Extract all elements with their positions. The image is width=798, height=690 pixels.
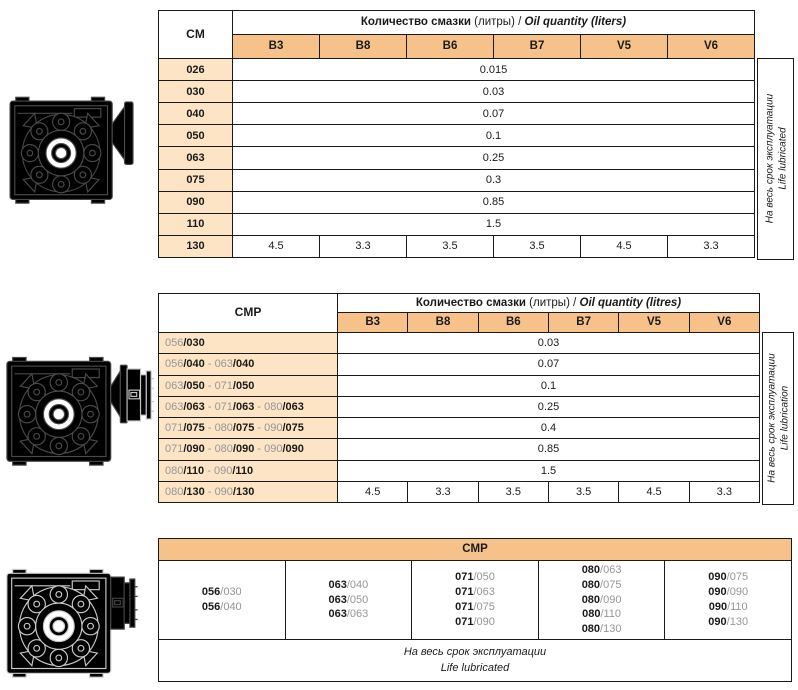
size-prefix: 071 <box>165 422 184 435</box>
size-prefix: 056 <box>165 337 184 350</box>
oil-value-cell: 0.07 <box>233 103 755 125</box>
title-en: Oil quantity (litres) <box>579 296 682 309</box>
size-prefix: 080 <box>581 593 601 606</box>
mounting-position-header: B3 <box>233 35 320 59</box>
size-prefix: 056 <box>201 601 221 613</box>
size-prefix: 080 <box>165 485 184 498</box>
footer-ru: На весь срок эксплуатации <box>403 645 547 658</box>
cmp-groups-footer <box>159 640 792 682</box>
size-suffix: /110 <box>727 601 748 613</box>
separator: - <box>254 422 265 435</box>
oil-value-cell: 4.5 <box>233 235 320 257</box>
size-suffix: /030 <box>183 337 205 350</box>
footer-en: Life lubricated <box>440 661 510 674</box>
worm-gearbox-front-icon <box>6 84 156 207</box>
size-suffix: /130 <box>726 615 749 628</box>
table-row <box>159 375 760 396</box>
oil-value-cell: 0.85 <box>233 191 755 213</box>
note-en: Life lubricated <box>777 127 788 190</box>
size-suffix: /130 <box>600 623 622 636</box>
size-prefix: 080 <box>264 400 283 413</box>
table-row <box>159 81 755 103</box>
cm-oil-quantity-table <box>158 10 755 258</box>
table-row <box>159 481 760 502</box>
oil-value-cell: 0.03 <box>233 81 755 103</box>
table-row <box>159 294 760 313</box>
model-entry <box>539 607 665 622</box>
mounting-position-header: B8 <box>408 313 478 333</box>
separator: - <box>204 422 215 435</box>
size-suffix: /063 <box>346 608 369 621</box>
model-entry <box>286 607 412 622</box>
size-suffix: /075 <box>232 422 255 435</box>
cmp-oil-quantity-table <box>158 293 760 503</box>
cmp-size-cell <box>159 375 338 396</box>
size-prefix: 090 <box>264 443 283 456</box>
size-suffix: /075 <box>282 422 304 435</box>
oil-value-cell: 0.3 <box>233 169 755 191</box>
separator: - <box>204 464 214 477</box>
size-suffix: /075 <box>726 571 749 584</box>
module-illustration-cmp <box>3 556 155 686</box>
model-entry <box>286 578 412 593</box>
title-ru: Количество смазки <box>415 296 526 309</box>
table-row <box>159 396 760 417</box>
mounting-position-header: V6 <box>668 35 755 59</box>
oil-value-cell: 3.5 <box>407 235 494 257</box>
size-prefix: 080 <box>582 608 601 621</box>
size-suffix: /110 <box>232 464 254 477</box>
oil-value-cell: 0.85 <box>338 439 760 460</box>
separator: - <box>254 443 265 456</box>
size-suffix: /040 <box>346 578 369 591</box>
table-row <box>159 561 792 640</box>
size-suffix: /063 <box>282 400 304 413</box>
table-row <box>159 460 760 481</box>
input-module-highlight-icon <box>3 556 155 681</box>
size-prefix: 080 <box>214 443 233 456</box>
mounting-position-header: B6 <box>407 35 494 59</box>
model-entry <box>286 593 412 608</box>
model-entry <box>665 615 791 630</box>
size-suffix: /040 <box>183 358 205 371</box>
table-row <box>159 147 755 169</box>
cmp-table-title <box>338 294 760 313</box>
note-ru: На весь срок эксплуатации <box>764 93 775 224</box>
model-entry <box>159 600 285 615</box>
size-suffix: /075 <box>473 601 495 613</box>
model-group-cell <box>665 561 792 640</box>
separator: - <box>204 358 215 371</box>
size-prefix: 063 <box>165 400 184 413</box>
mounting-position-header: V6 <box>689 313 759 333</box>
size-suffix: /075 <box>183 422 205 435</box>
oil-value-cell: 3.5 <box>494 235 581 257</box>
cmp-groups-header: CMP <box>159 539 792 561</box>
size-prefix: 071 <box>455 601 474 613</box>
size-prefix: 090 <box>708 586 727 599</box>
model-group-cell <box>412 561 539 640</box>
cmp-model-groups-table <box>158 538 792 682</box>
model-entry <box>665 585 791 600</box>
table-row <box>159 439 760 460</box>
title-en: Oil quantity (liters) <box>524 16 627 29</box>
table-row <box>159 333 760 354</box>
oil-value-cell: 0.015 <box>233 59 755 81</box>
model-entry <box>159 585 285 600</box>
model-entry <box>539 563 665 578</box>
size-prefix: 063 <box>328 608 347 621</box>
size-suffix: /063 <box>473 586 495 599</box>
size-suffix: /075 <box>600 578 622 591</box>
size-prefix: 080 <box>581 563 601 576</box>
oil-value-cell: 3.5 <box>548 481 618 502</box>
model-entry <box>412 585 538 600</box>
cm-size-cell: 090 <box>159 191 233 213</box>
size-prefix: 071 <box>214 379 233 392</box>
table-row <box>159 11 755 35</box>
oil-value-cell: 0.25 <box>233 147 755 169</box>
size-suffix: /110 <box>183 464 205 477</box>
size-prefix: 056 <box>201 586 221 599</box>
size-suffix: /130 <box>183 485 205 498</box>
oil-value-cell: 0.25 <box>338 396 760 417</box>
table-row <box>159 59 755 81</box>
table-row <box>159 191 755 213</box>
size-prefix: 071 <box>455 571 474 584</box>
size-suffix: /090 <box>726 586 749 599</box>
cm-size-cell: 075 <box>159 169 233 191</box>
size-suffix: /090 <box>232 443 255 456</box>
size-suffix: /040 <box>220 601 242 613</box>
mounting-position-header: B7 <box>548 313 618 333</box>
separator: - <box>254 400 265 413</box>
size-suffix: /110 <box>600 608 622 621</box>
separator: - <box>204 443 215 456</box>
cm-size-cell: 030 <box>159 81 233 103</box>
oil-value-cell: 3.5 <box>478 481 548 502</box>
size-prefix: 071 <box>455 615 474 628</box>
worm-gearbox-with-module-icon <box>3 344 155 469</box>
title-units: (литры) / <box>474 16 522 29</box>
cmp-size-cell <box>159 354 338 375</box>
size-prefix: 056 <box>165 358 184 371</box>
size-suffix: /050 <box>346 593 369 606</box>
size-suffix: /063 <box>183 400 205 413</box>
size-prefix: 071 <box>165 443 184 456</box>
size-prefix: 063 <box>165 379 184 392</box>
size-prefix: 090 <box>708 601 728 613</box>
model-entry <box>665 600 791 615</box>
size-prefix: 090 <box>213 464 233 477</box>
size-suffix: /063 <box>600 563 622 576</box>
size-suffix: /130 <box>232 485 255 498</box>
size-suffix: /050 <box>183 379 205 392</box>
table-row <box>159 354 760 375</box>
table-row <box>159 418 760 439</box>
cm-corner-label: CM <box>159 11 233 59</box>
model-entry <box>412 600 538 615</box>
size-suffix: /090 <box>282 443 304 456</box>
separator: - <box>204 485 215 498</box>
size-suffix: /090 <box>473 615 495 628</box>
model-group-cell <box>159 561 286 640</box>
mounting-position-header: B3 <box>338 313 408 333</box>
cmp-size-cell <box>159 333 338 354</box>
note-en: Life lubrication <box>779 385 791 451</box>
size-prefix: 080 <box>581 578 601 591</box>
cmp-size-cell <box>159 439 338 460</box>
oil-value-cell: 0.03 <box>338 333 760 354</box>
size-suffix: /063 <box>232 400 255 413</box>
cm-table-title <box>233 11 755 35</box>
cmp-size-cell <box>159 418 338 439</box>
model-entry <box>539 578 665 593</box>
size-prefix: 090 <box>708 615 727 628</box>
oil-value-cell: 1.5 <box>233 213 755 235</box>
cmp-size-cell <box>159 396 338 417</box>
table-row <box>159 539 792 561</box>
table-row <box>159 125 755 147</box>
model-group-cell <box>285 561 412 640</box>
oil-value-cell: 4.5 <box>581 235 668 257</box>
mounting-position-header: B8 <box>320 35 407 59</box>
cmp-lubrication-note <box>762 332 794 505</box>
mounting-position-header: V5 <box>581 35 668 59</box>
size-prefix: 071 <box>455 586 474 599</box>
oil-value-cell: 3.3 <box>320 235 407 257</box>
size-prefix: 090 <box>214 485 233 498</box>
size-suffix: /090 <box>183 443 205 456</box>
mounting-position-header: V5 <box>619 313 689 333</box>
table-row <box>159 640 792 682</box>
oil-value-cell: 0.07 <box>338 354 760 375</box>
table-row <box>159 35 755 59</box>
model-entry <box>665 570 791 585</box>
oil-value-cell: 4.5 <box>338 481 408 502</box>
separator: - <box>204 379 215 392</box>
oil-value-cell: 3.3 <box>668 235 755 257</box>
gearbox-illustration-cmp <box>3 344 155 474</box>
size-prefix: 071 <box>214 400 233 413</box>
model-group-cell <box>538 561 665 640</box>
cmp-size-cell <box>159 460 338 481</box>
model-entry <box>412 570 538 585</box>
size-suffix: /050 <box>232 379 255 392</box>
size-prefix: 063 <box>328 578 347 591</box>
cm-size-cell: 050 <box>159 125 233 147</box>
oil-value-cell: 3.3 <box>689 481 759 502</box>
cm-lubrication-note <box>757 58 794 260</box>
size-prefix: 090 <box>708 571 727 584</box>
size-prefix: 063 <box>214 358 233 371</box>
size-suffix: /090 <box>600 593 622 606</box>
oil-value-cell: 3.3 <box>408 481 478 502</box>
title-ru: Количество смазки <box>360 16 471 29</box>
cm-size-cell: 040 <box>159 103 233 125</box>
size-prefix: 080 <box>581 623 601 636</box>
size-suffix: /050 <box>473 571 495 584</box>
note-ru: На весь срок эксплуатации <box>766 353 778 483</box>
table-row <box>159 103 755 125</box>
oil-value-cell: 4.5 <box>619 481 689 502</box>
cm-size-cell: 110 <box>159 213 233 235</box>
model-entry <box>412 615 538 630</box>
table-row <box>159 169 755 191</box>
title-units: (литры) / <box>529 296 577 309</box>
model-entry <box>539 622 665 637</box>
size-suffix: /030 <box>220 586 242 599</box>
oil-value-cell: 0.4 <box>338 418 760 439</box>
mounting-position-header: B7 <box>494 35 581 59</box>
cmp-size-cell <box>159 481 338 502</box>
table-row <box>159 213 755 235</box>
gearbox-illustration-cm <box>6 84 156 212</box>
oil-value-cell: 0.1 <box>233 125 755 147</box>
table-row <box>159 235 755 257</box>
mounting-position-header: B6 <box>478 313 548 333</box>
cmp-corner-label: CMP <box>159 294 338 333</box>
model-entry <box>539 593 665 608</box>
size-prefix: 063 <box>328 593 347 606</box>
size-prefix: 080 <box>214 422 233 435</box>
cm-size-cell: 063 <box>159 147 233 169</box>
cm-size-cell: 026 <box>159 59 233 81</box>
cm-size-cell: 130 <box>159 235 233 257</box>
oil-value-cell: 0.1 <box>338 375 760 396</box>
oil-value-cell: 1.5 <box>338 460 760 481</box>
size-prefix: 080 <box>165 464 184 477</box>
size-prefix: 090 <box>264 422 283 435</box>
separator: - <box>204 400 215 413</box>
size-suffix: /040 <box>232 358 255 371</box>
